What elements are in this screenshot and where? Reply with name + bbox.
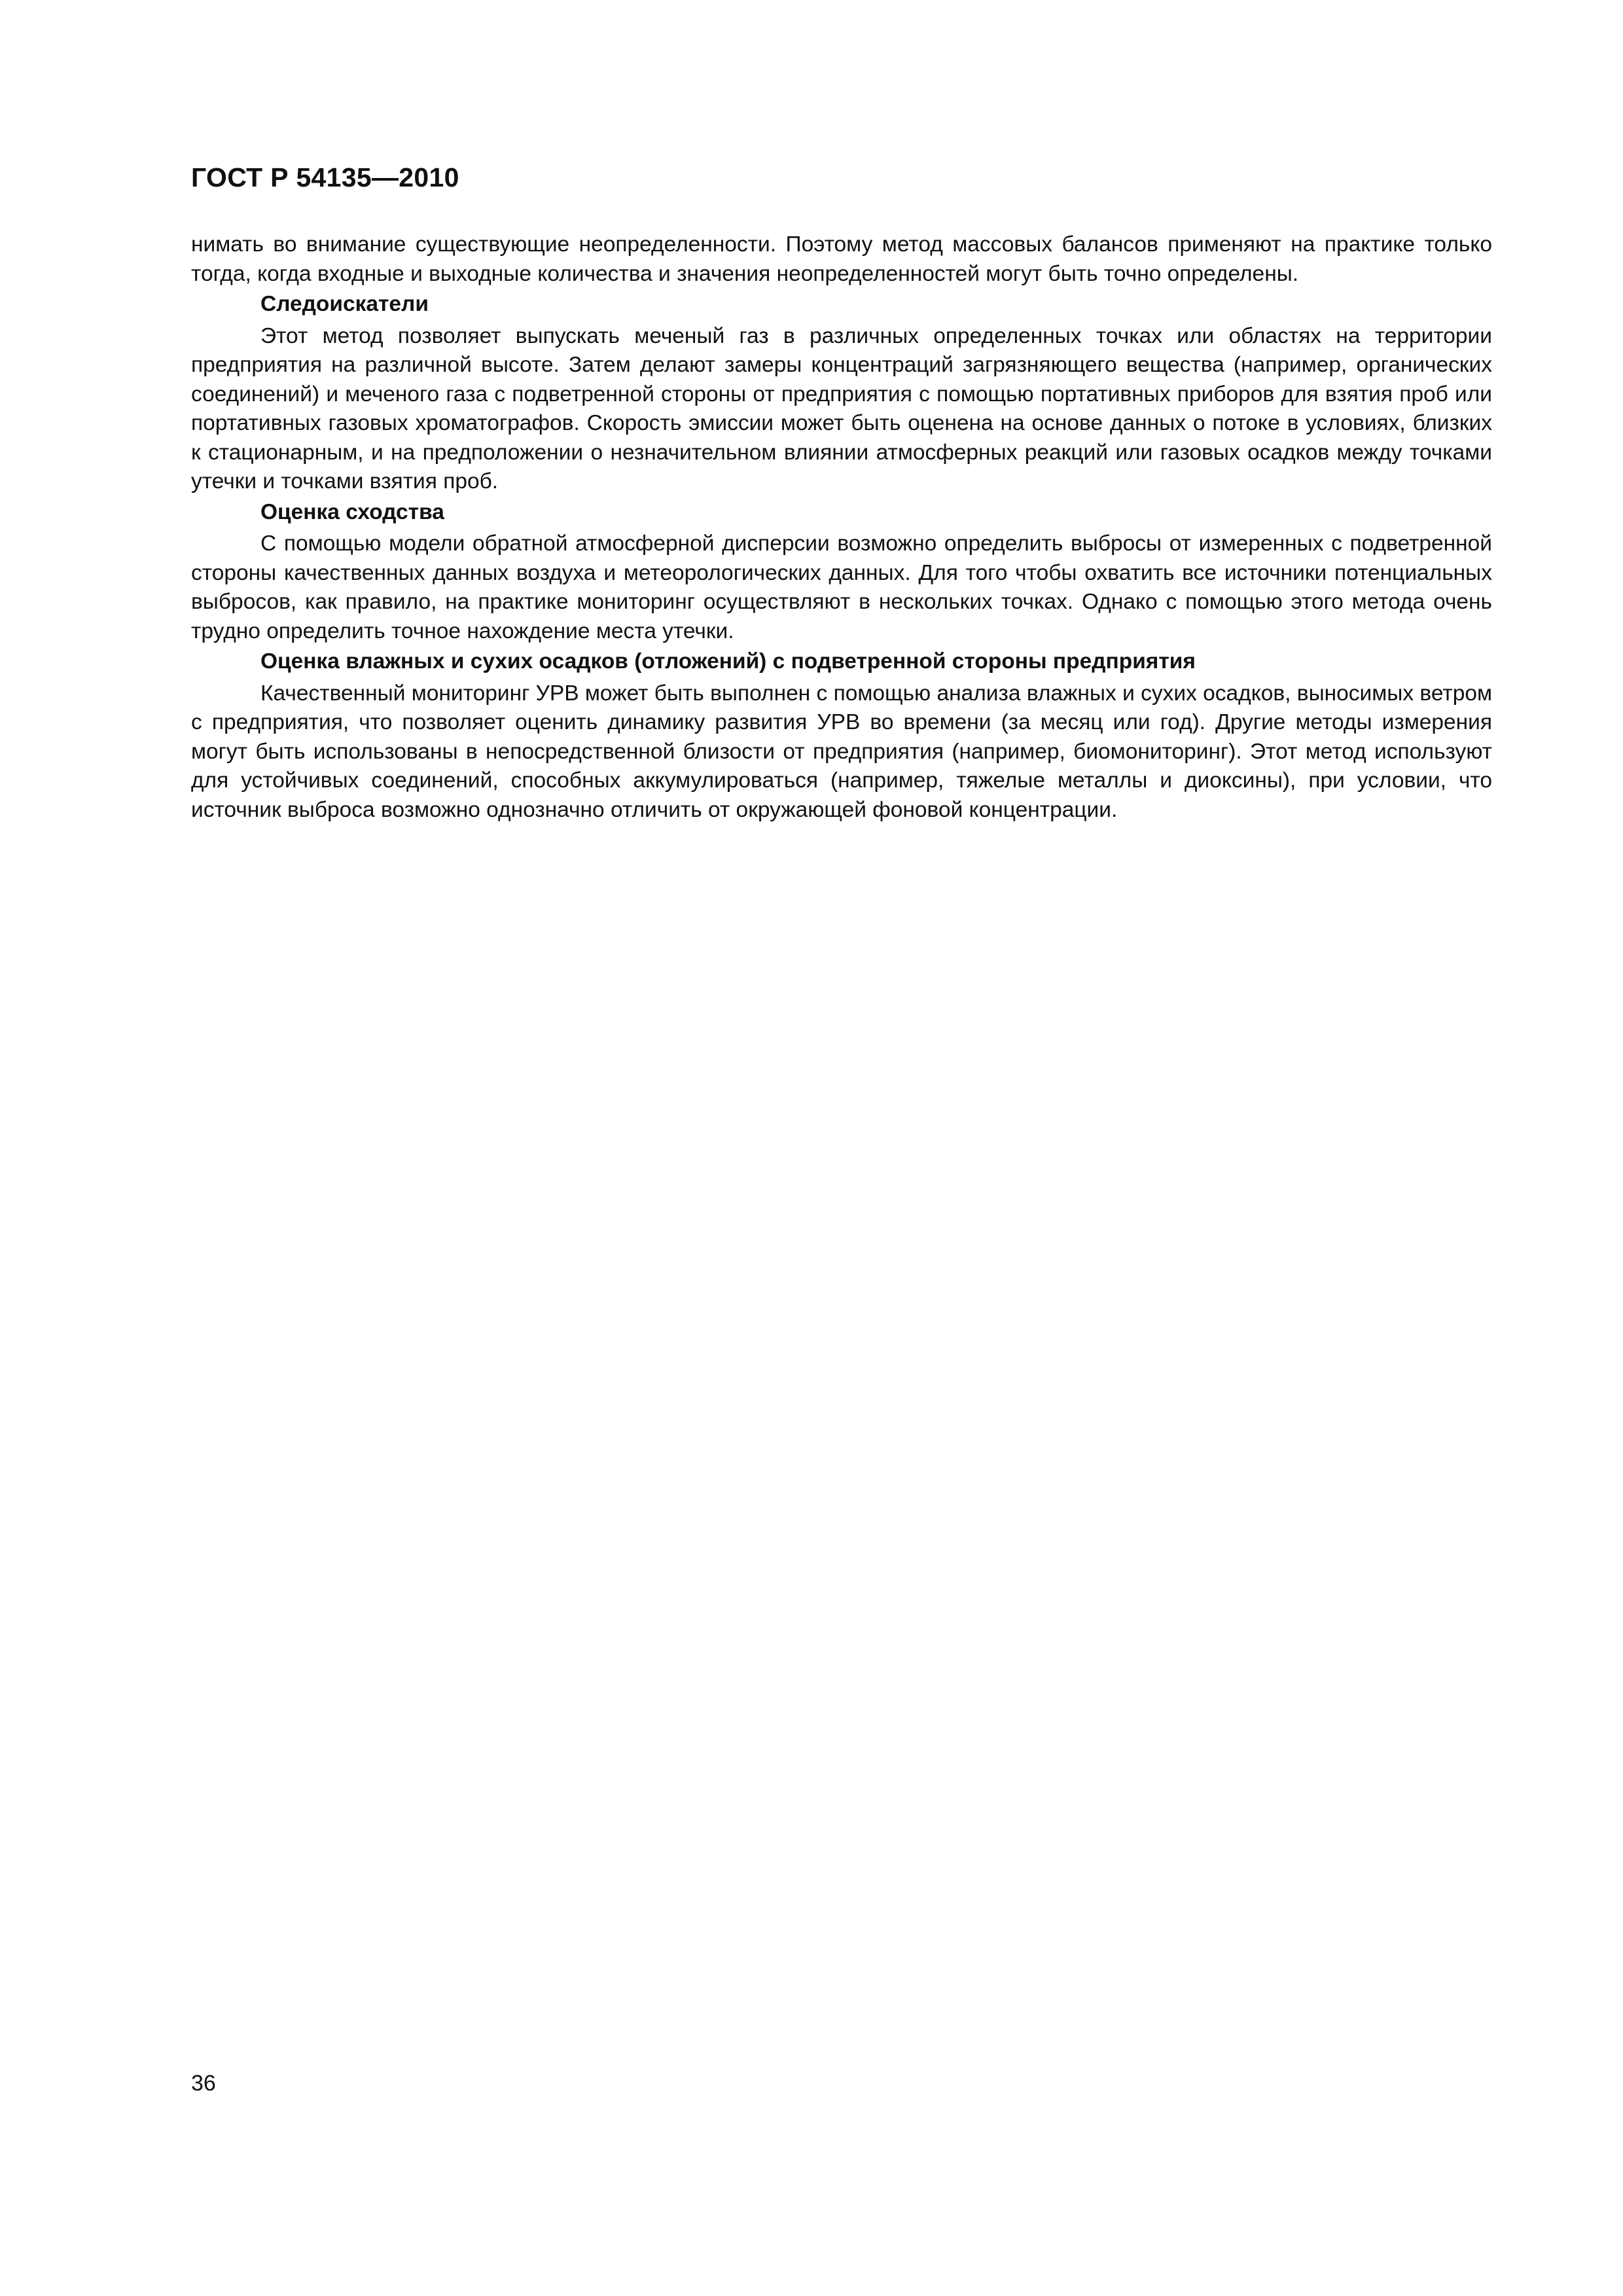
section-text-similarity: С помощью модели обратной атмосферной дисперсии возможно определить выбросы от измеренных с подветренной стороны качественных данных воздуха и метеорологических данных. Для того чтобы охватить все источники потенциальных выбросов, как правило, на практике мониторинг осуществляют в нескольких точках. Однако с помощью этого метода очень трудно определить точное нахождение места утечки. bbox=[191, 531, 1492, 643]
section-heading-similarity: Оценка сходства bbox=[260, 499, 444, 524]
page-content bbox=[191, 230, 1492, 825]
section-text-tracers: Этот метод позволяет выпускать меченый газ в различных определенных точках или областях на территории предприятия на различной высоте. Затем делают замеры концентраций загрязняющего вещества (например, органических соединений) и меченого газа с подветренной стороны от предприятия с помощью портативных приборов для взятия проб или портативных газовых хроматографов. Скорость эмиссии может быть оценена на основе данных о потоке в условиях, близких к стационарным, и на предположении о незначительном влиянии атмосферных реакций или газовых осадков между точками утечки и точками взятия проб. bbox=[191, 323, 1492, 493]
section-heading-tracers: Следоискатели bbox=[260, 292, 429, 316]
page-number: 36 bbox=[191, 2071, 216, 2096]
document-header: ГОСТ Р 54135—2010 bbox=[191, 162, 459, 192]
intro-paragraph: нимать во внимание существующие неопределенности. Поэтому метод массовых балансов применяют на практике только тогда, когда входные и выходные количества и значения неопределенностей могут быть точно определены. bbox=[191, 232, 1492, 286]
section-heading-deposits: Оценка влажных и сухих осадков (отложений) с подветренной стороны предприятия bbox=[260, 649, 1196, 673]
section-text-deposits: Качественный мониторинг УРВ может быть выполнен с помощью анализа влажных и сухих осадков, выносимых ветром с предприятия, что позволяет оценить динамику развития УРВ во времени (за месяц или год). Другие методы измерения могут быть использованы в непосредственной близости от предприятия (например, биомониторинг). Этот метод используют для устойчивых соединений, способных аккумулироваться (например, тяжелые металлы и диоксины), при условии, что источник выброса возможно однозначно отличить от окружающей фоновой концентрации. bbox=[191, 681, 1492, 822]
